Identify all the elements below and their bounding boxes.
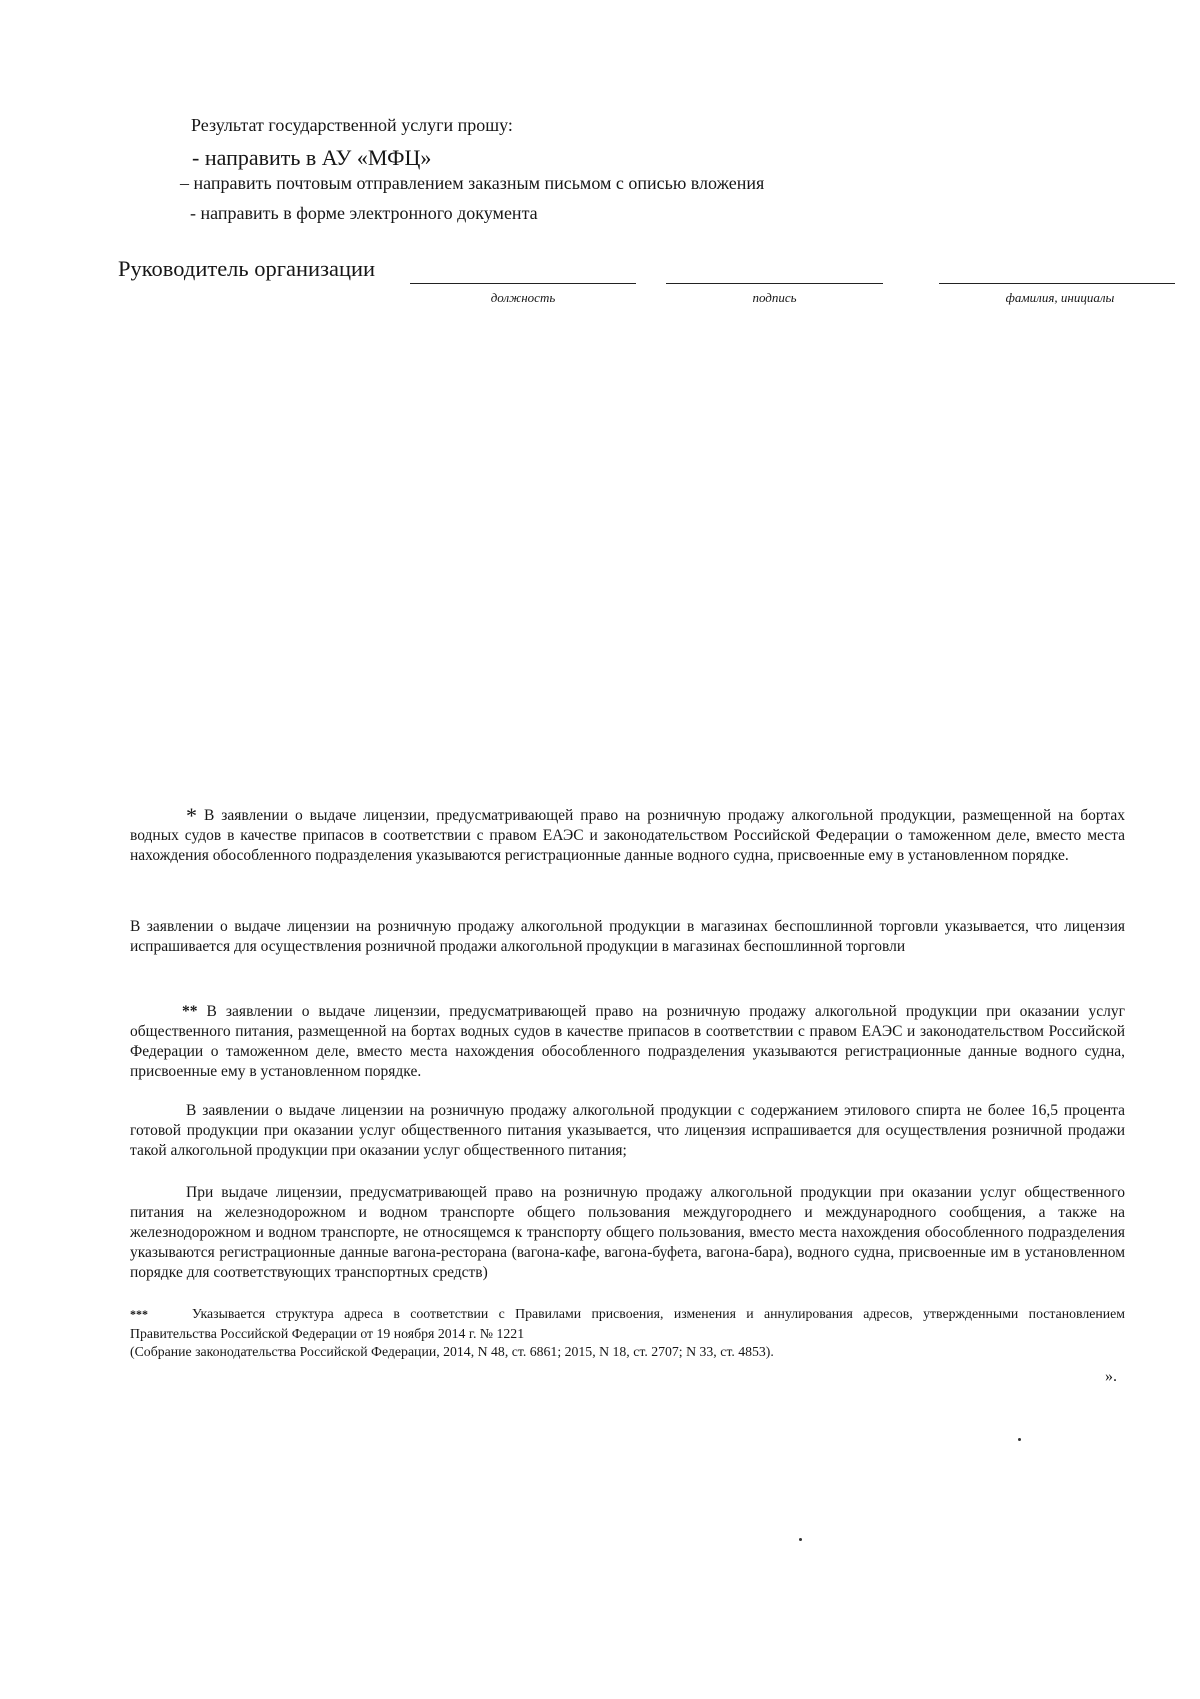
- note-transport: При выдаче лицензии, предусматривающей право на розничную продажу алкогольной продукции при оказании услуг общественного питания на железнодорожном и водном транспорте общего пользования междугороднего и международного сообщения, а также на железнодорожном и водном транспорте, не относящемся к транспорту общего пользования, вместо места нахождения обособленного подразделения указываются регистрационные данные вагона-ресторана (вагона-кафе, вагона-буфета, вагона-бара), водного судна, присвоенные им в установленном порядке для соответствующих транспортных средств): [130, 1184, 1125, 1281]
- note-text: В заявлении о выдаче лицензии, предусматривающей право на розничную продажу алкогольной продукции при оказании услуг общественного питания, размещенной на бортах водных судов в качестве припасов в соответствии с правом ЕАЭС и законодательством Российской Федерации о таможенном деле, вместо места нахождения обособленного подразделения указываются регистрационные данные водного судна, присвоенные ему в установленном порядке.: [130, 1003, 1125, 1080]
- note-marker: *: [186, 803, 197, 828]
- name-line: [939, 283, 1175, 284]
- note-marker: **: [182, 1003, 198, 1020]
- note-water-vessels: [130, 803, 1125, 866]
- note-low-alcohol: В заявлении о выдаче лицензии на розничную продажу алкогольной продукции с содержанием этилового спирта не более 16,5 процента готовой продукции при оказании услуг общественного питания указывается, что лицензия испрашивается для осуществления розничной продажи такой алкогольной продукции при оказании услуг общественного питания;: [130, 1102, 1125, 1159]
- result-heading: Результат государственной услуги прошу:: [191, 115, 513, 135]
- note-duty-free: В заявлении о выдаче лицензии на розничную продажу алкогольной продукции в магазинах беспошлинной торговли указывается, что лицензия испрашивается для осуществления розничной продажи алкогольной продукции в магазинах беспошлинной торговли: [130, 918, 1125, 955]
- option-mfc: - направить в АУ «МФЦ»: [192, 145, 432, 170]
- note-text: В заявлении о выдаче лицензии, предусматривающей право на розничную продажу алкогольной продукции, размещенной на бортах водных судов в качестве припасов в соответствии с правом ЕАЭС и законодательством Российской Федерации о таможенном деле, вместо места нахождения обособленного подразделения указываются регистрационные данные водного судна, присвоенные ему в установленном порядке.: [130, 807, 1125, 864]
- footnote-text: Указывается структура адреса в соответствии с Правилами присвоения, изменения и аннулирования адресов, утвержденными постановлением Правительства Российской Федерации от 19 ноября 2014 г. № 1221: [130, 1306, 1125, 1341]
- footnote-marker: ***: [130, 1307, 148, 1321]
- footnote-source: (Собрание законодательства Российской Федерации, 2014, N 48, ст. 6861; 2015, N 18, ст. 2707; N 33, ст. 4853).: [130, 1344, 774, 1359]
- signature-line: [666, 283, 883, 284]
- option-electronic: - направить в форме электронного документа: [190, 203, 538, 223]
- position-caption: должность: [490, 290, 556, 305]
- position-line: [410, 283, 636, 284]
- note-catering-vessels: [130, 1002, 1125, 1082]
- closing-quote: ».: [1105, 1368, 1117, 1385]
- signature-caption: подпись: [752, 290, 797, 305]
- footnote-address: [130, 1304, 1125, 1343]
- option-post: – направить почтовым отправлением заказным письмом с описью вложения: [180, 173, 765, 193]
- scan-speck: [1018, 1438, 1021, 1441]
- signer-label: Руководитель организации: [118, 256, 376, 281]
- scan-speck: [799, 1538, 802, 1541]
- name-caption: фамилия, инициалы: [1005, 290, 1115, 305]
